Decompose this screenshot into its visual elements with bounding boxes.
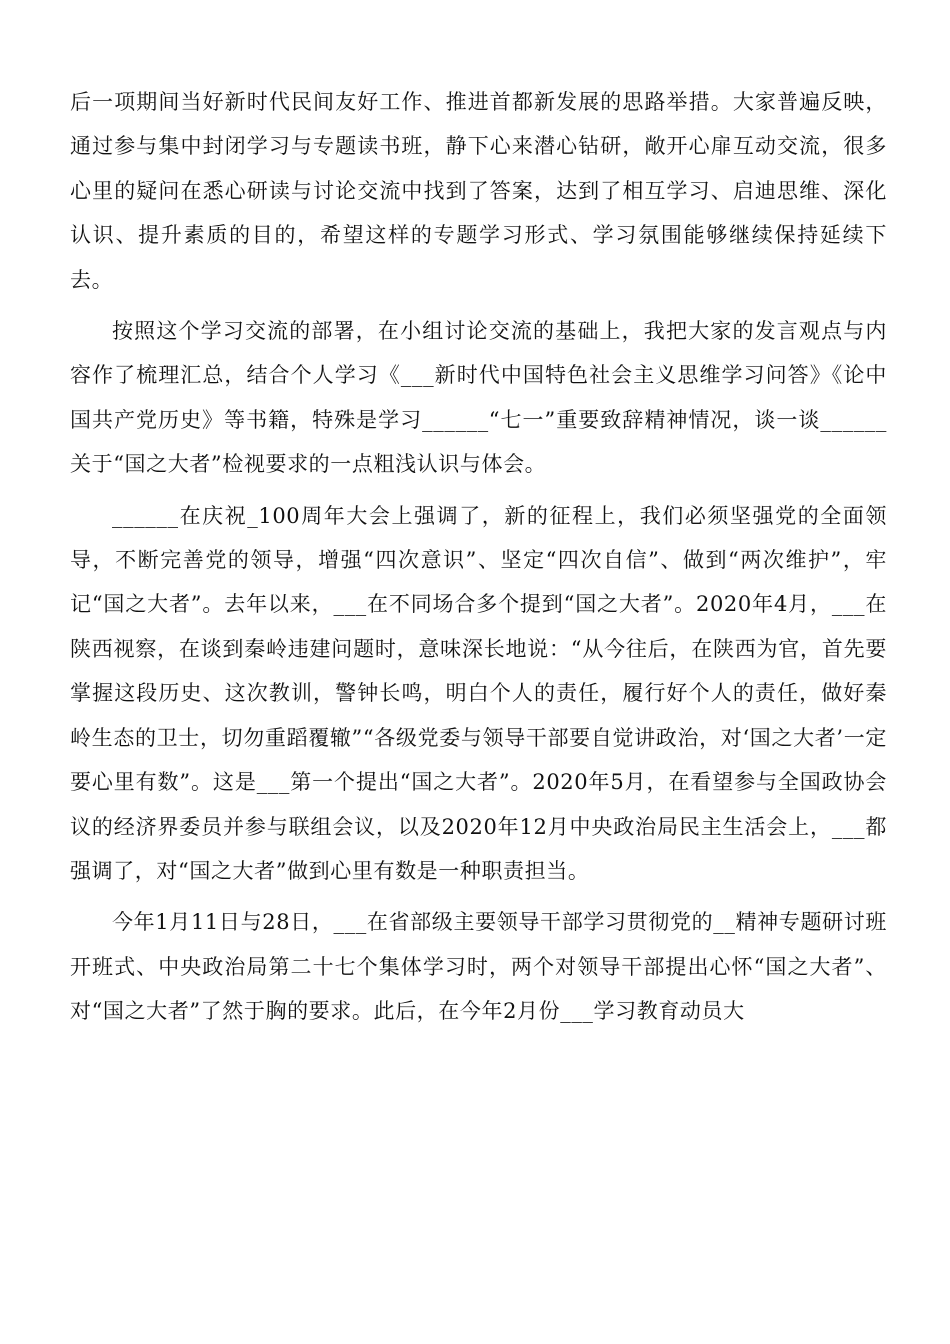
paragraph-4: 今年1月11日与28日，___在省部级主要领导干部学习贯彻党的__精神专题研讨班开班式、中央政治局第二十七个集体学习时，两个对领导干部提出心怀“国之大者”、对“国之大者”了然于胸的要求。此后，在今年2月份___学习教育动员大 (70, 910, 887, 1024)
paragraph-1: 后一项期间当好新时代民间友好工作、推进首都新发展的思路举措。大家普遍反映，通过参与集中封闭学习与专题读书班，静下心来潜心钻研，敞开心扉互动交流，很多心里的疑问在悉心研读与讨论交流中找到了答案，达到了相互学习、启迪思维、深化认识、提升素质的目的，希望这样的专题学习形式、学习氛围能够继续保持延续下去。 (70, 90, 887, 292)
document-page (70, 80, 887, 1041)
paragraph-3: ______在庆祝_100周年大会上强调了，新的征程上，我们必须坚强党的全面领导，不断完善党的领导，增强“四次意识”、坚定“四次自信”、做到“两次维护”，牢记“国之大者”。去年以来，___在不同场合多个提到“国之大者”。2020年4月，___在陕西视察，在谈到秦岭违建问题时，意味深长地说：“从今往后，在陕西为官，首先要掌握这段历史、这次教训，警钟长鸣，明白个人的责任，履行好个人的责任，做好秦岭生态的卫士，切勿重蹈覆辙”“各级党委与领导干部要自觉讲政治，对‘国之大者’一定要心里有数”。这是___第一个提出“国之大者”。2020年5月，在看望参与全国政协会议的经济界委员并参与联组会议，以及2020年12月中央政治局民主生活会上，___都强调了，对“国之大者”做到心里有数是一种职责担当。 (70, 503, 887, 883)
paragraph-2: 按照这个学习交流的部署，在小组讨论交流的基础上，我把大家的发言观点与内容作了梳理汇总，结合个人学习《___新时代中国特色社会主义思维学习问答》《论中国共产党历史》等书籍，特殊是学习______“七一”重要致辞精神情况，谈一谈______关于“国之大者”检视要求的一点粗浅认识与体会。 (70, 319, 887, 477)
